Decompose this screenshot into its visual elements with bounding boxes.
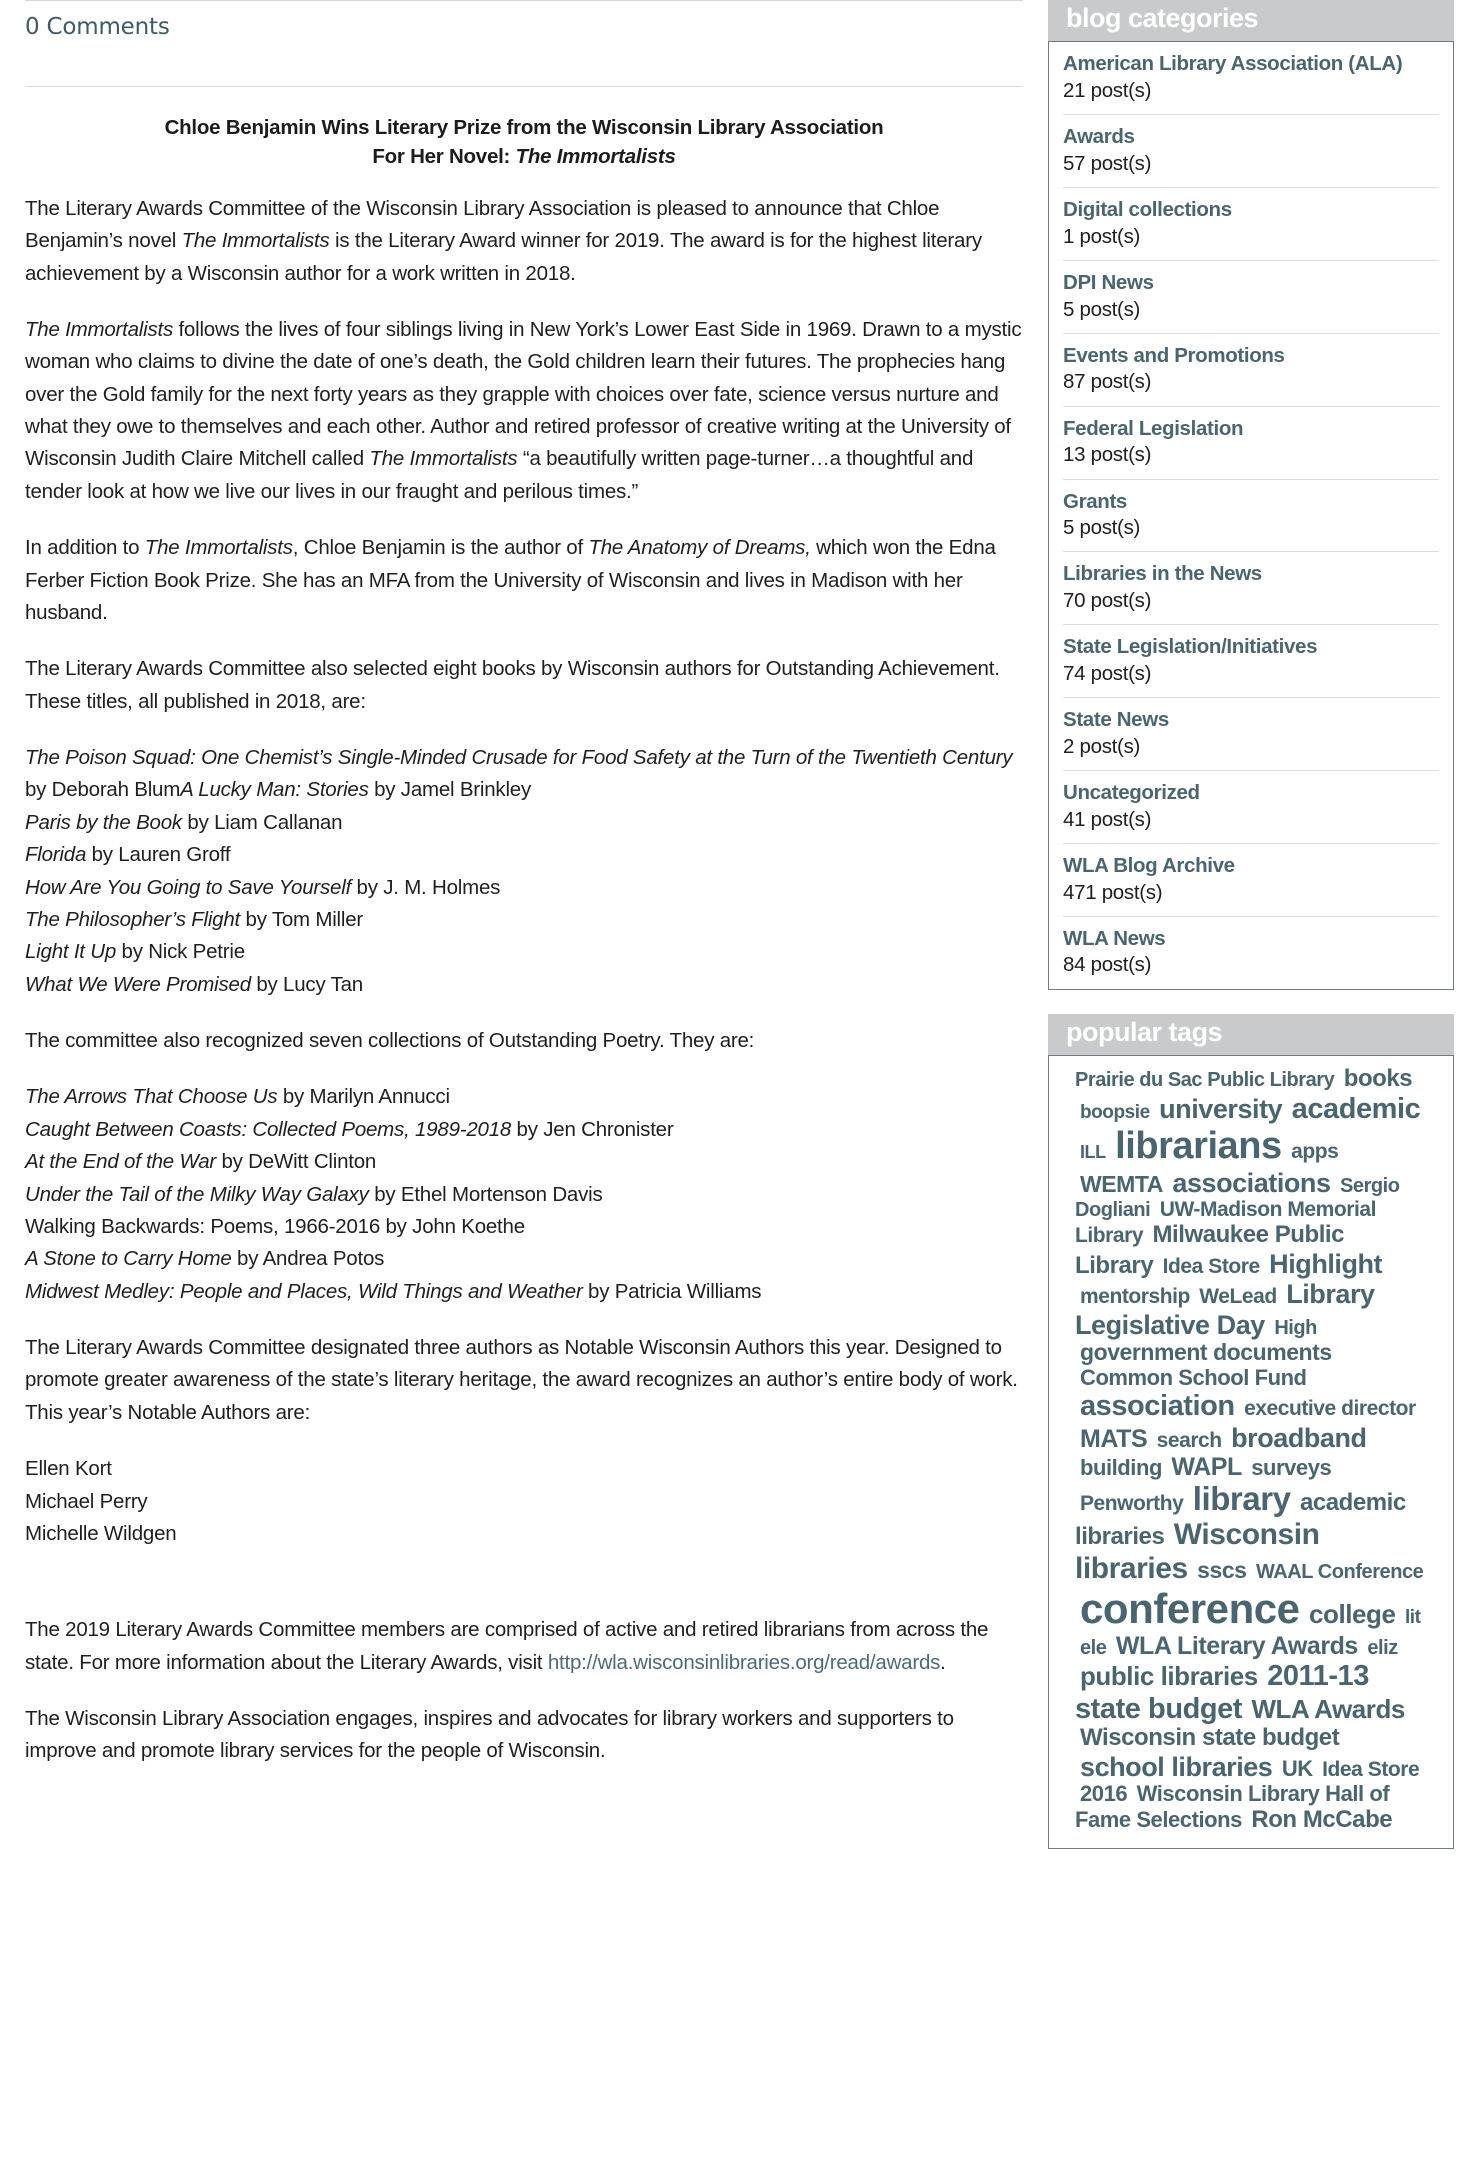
paragraph-7: [25, 1614, 1023, 1679]
tag-link[interactable]: public libraries: [1080, 1661, 1258, 1692]
tag-link[interactable]: Ron McCabe: [1251, 1805, 1393, 1833]
book-author: by J. M. Holmes: [351, 875, 501, 899]
tag-link[interactable]: WAAL Conference: [1255, 1560, 1424, 1583]
category-link[interactable]: Uncategorized: [1063, 781, 1200, 805]
tag-link[interactable]: High: [1274, 1316, 1317, 1339]
p1-italic-1: The Immortalists: [181, 229, 330, 253]
category-item[interactable]: [1063, 188, 1439, 261]
popular-tags-box: [1048, 1055, 1454, 1849]
popular-tags-widget: [1048, 1014, 1454, 1849]
book-title: Light It Up: [25, 940, 117, 964]
category-item[interactable]: [1063, 407, 1439, 480]
post-body: [25, 86, 1023, 1768]
category-link[interactable]: Libraries in the News: [1063, 562, 1262, 586]
list-item: [25, 1179, 1023, 1211]
comments-count: 0 Comments: [25, 14, 170, 40]
tag-cloud: [1063, 1056, 1439, 1848]
tag-link[interactable]: UK: [1281, 1755, 1313, 1781]
tag-link[interactable]: sscs: [1197, 1556, 1247, 1583]
list-item: [25, 1146, 1023, 1178]
paragraph-5: The committee also recognized seven collections of Outstanding Poetry. They are:: [25, 1029, 755, 1053]
p3-italic-1: The Immortalists: [144, 536, 293, 560]
p3-text-a: In addition to: [25, 536, 145, 560]
book-author: by Liam Callanan: [181, 810, 343, 834]
tag-link[interactable]: academic libraries: [1075, 1489, 1406, 1550]
tag-link[interactable]: association: [1080, 1390, 1235, 1423]
list-item: [25, 1114, 1023, 1146]
category-post-count: 84 post(s): [1063, 953, 1152, 977]
category-item[interactable]: [1063, 771, 1439, 844]
outstanding-achievement-list: [25, 742, 1023, 1001]
book-title: How Are You Going to Save Yourself: [25, 875, 352, 899]
paragraph-8: The Wisconsin Library Association engages, inspires and advocates for library workers and supporters to improve and promote library services for the people of Wisconsin.: [25, 1707, 954, 1763]
tag-link[interactable]: Common School Fund: [1080, 1364, 1307, 1390]
book-author: by Andrea Potos: [231, 1247, 385, 1271]
tag-link[interactable]: government documents: [1080, 1338, 1332, 1365]
book-author: by Lauren Groff: [86, 843, 231, 867]
p1-text-b: is the Literary Award winner for 2019. The award is for the highest literary achievement by a Wisconsin author for a work written in 2018.: [25, 229, 982, 285]
list-item: [25, 1211, 1023, 1243]
blog-categories-heading: blog categories: [1048, 0, 1454, 41]
category-post-count: 2 post(s): [1063, 734, 1141, 758]
tag-link[interactable]: Idea Store: [1162, 1254, 1260, 1278]
category-post-count: 471 post(s): [1063, 880, 1163, 904]
book-title: A Lucky Man: Stories: [180, 778, 369, 802]
category-post-count: 21 post(s): [1063, 78, 1152, 102]
book-author: by Ethel Mortenson Davis: [368, 1182, 603, 1206]
paragraph-4: The Literary Awards Committee also selected eight books by Wisconsin authors for Outstanding Achievement. These titles, all published in 2018, are:: [25, 657, 1000, 713]
category-item[interactable]: [1063, 844, 1439, 917]
tag-link[interactable]: 2011-13 state budget: [1075, 1660, 1369, 1725]
book-title: What We Were Promised: [25, 972, 251, 996]
tag-link[interactable]: eliz: [1367, 1637, 1398, 1660]
category-link[interactable]: WLA News: [1063, 926, 1166, 950]
tag-link[interactable]: Highlight: [1269, 1248, 1383, 1279]
tag-link[interactable]: Milwaukee Public Library: [1075, 1220, 1345, 1279]
book-author: by Nick Petrie: [116, 940, 245, 964]
tag-link[interactable]: WLA Awards: [1251, 1693, 1405, 1724]
tag-link[interactable]: conference: [1080, 1585, 1300, 1633]
tag-link[interactable]: academic: [1291, 1092, 1421, 1125]
tag-link[interactable]: Library Legislative Day: [1075, 1279, 1375, 1340]
category-item[interactable]: [1063, 261, 1439, 334]
category-item[interactable]: [1063, 698, 1439, 771]
awards-page-link[interactable]: http://wla.wisconsinlibraries.org/read/awards: [547, 1650, 941, 1674]
book-author: by Patricia Williams: [582, 1279, 762, 1303]
book-title: The Arrows That Choose Us: [25, 1085, 278, 1109]
book-author: by Lucy Tan: [250, 972, 363, 996]
category-link[interactable]: Events and Promotions: [1063, 343, 1285, 367]
tag-link[interactable]: apps: [1291, 1140, 1339, 1164]
popular-tags-heading: popular tags: [1048, 1014, 1454, 1055]
p3-text-b: , Chloe Benjamin is the author of: [292, 536, 589, 560]
paragraph-2: [25, 314, 1023, 508]
book-author: by Tom Miller: [240, 907, 364, 931]
list-item: [25, 1081, 1023, 1113]
category-item[interactable]: [1063, 115, 1439, 188]
category-item[interactable]: [1063, 480, 1439, 553]
outstanding-poetry-list: [25, 1081, 1023, 1308]
tag-link[interactable]: lit: [1404, 1607, 1421, 1629]
list-item: [25, 904, 1023, 936]
sidebar: [1048, 0, 1472, 1873]
category-link[interactable]: Federal Legislation: [1063, 416, 1244, 440]
spacer: [25, 42, 1023, 86]
p7-text-b: .: [940, 1650, 946, 1674]
tag-link[interactable]: librarians: [1115, 1125, 1282, 1168]
tag-link[interactable]: Sergio Dogliani: [1075, 1174, 1400, 1222]
book-title: Walking Backwards: Poems, 1966-2016 by John Koethe: [25, 1214, 525, 1238]
tag-link[interactable]: ILL: [1080, 1142, 1106, 1163]
category-link[interactable]: DPI News: [1063, 270, 1154, 294]
tag-link[interactable]: broadband: [1231, 1422, 1367, 1453]
p2-text-b: “a beautifully written page-turner…a thoughtful and tender look at how we live our lives in our fraught and perilous times.”: [25, 447, 974, 503]
list-item: [25, 742, 1023, 807]
tag-link[interactable]: books: [1343, 1065, 1413, 1093]
list-item: [25, 1243, 1023, 1275]
category-post-count: 41 post(s): [1063, 807, 1152, 831]
notable-author: Ellen Kort: [25, 1457, 112, 1481]
post-title-line-2-prefix: For Her Novel:: [372, 144, 516, 168]
book-title: The Poison Squad: One Chemist’s Single-Minded Crusade for Food Safety at the Turn of the Twentieth Century: [25, 746, 1013, 770]
notable-author: Michael Perry: [25, 1489, 148, 1513]
category-post-count: 5 post(s): [1063, 516, 1141, 540]
p3-italic-2: The Anatomy of Dreams,: [588, 536, 811, 560]
paragraph-3: [25, 532, 1023, 629]
list-item: [25, 807, 1023, 839]
list-item: [25, 936, 1023, 968]
list-item: [25, 1276, 1023, 1308]
category-item[interactable]: [1063, 334, 1439, 407]
tag-link[interactable]: 2016: [1080, 1781, 1128, 1807]
category-post-count: 5 post(s): [1063, 297, 1141, 321]
category-post-count: 70 post(s): [1063, 589, 1152, 613]
book-author: by Deborah Blum: [25, 778, 181, 802]
paragraph-1: [25, 193, 1023, 290]
category-link[interactable]: Awards: [1063, 125, 1135, 149]
category-item[interactable]: [1063, 917, 1439, 989]
blog-categories-widget: [1048, 0, 1454, 990]
tag-link[interactable]: Penworthy: [1080, 1492, 1184, 1515]
p2-italic-1: The Immortalists: [25, 317, 173, 341]
tag-link[interactable]: WEMTA: [1080, 1170, 1163, 1197]
category-link[interactable]: Grants: [1063, 489, 1127, 513]
category-item[interactable]: [1063, 552, 1439, 625]
tag-link[interactable]: college: [1309, 1599, 1396, 1630]
tag-link[interactable]: UW-Madison Memorial Library: [1075, 1198, 1376, 1247]
book-title: Paris by the Book: [25, 810, 182, 834]
book-title: The Philosopher’s Flight: [25, 907, 241, 931]
tag-link[interactable]: WeLead: [1199, 1285, 1277, 1309]
page-title: [55, 113, 993, 171]
post-title-line-2-italic: The Immortalists: [515, 144, 676, 168]
category-item[interactable]: [1063, 625, 1439, 698]
category-post-count: 87 post(s): [1063, 370, 1152, 394]
tag-link[interactable]: search: [1156, 1428, 1222, 1452]
book-title: A Stone to Carry Home: [25, 1247, 232, 1271]
list-item: [25, 872, 1023, 904]
category-post-count: 13 post(s): [1063, 443, 1152, 467]
p1-text-a: The Literary Awards Committee of the Wisconsin Library Association is pleased to announce that Chloe Benjamin’s novel: [25, 196, 940, 253]
category-post-count: 1 post(s): [1063, 224, 1141, 248]
tag-link[interactable]: school libraries: [1080, 1751, 1273, 1782]
book-title: Under the Tail of the Milky Way Galaxy: [25, 1182, 369, 1206]
book-author: by Marilyn Annucci: [277, 1085, 450, 1109]
tag-link[interactable]: mentorship: [1080, 1285, 1190, 1309]
section-gap: [25, 1574, 1023, 1614]
p2-italic-2: The Immortalists: [369, 447, 518, 471]
book-title: Caught Between Coasts: Collected Poems, 1989-2018: [25, 1117, 512, 1141]
category-post-count: 57 post(s): [1063, 151, 1152, 175]
tag-link[interactable]: Wisconsin state budget: [1080, 1724, 1340, 1752]
category-link[interactable]: Digital collections: [1063, 198, 1232, 222]
list-item: [25, 969, 1023, 1001]
book-title: At the End of the War: [25, 1150, 217, 1174]
p7-text-a: The 2019 Literary Awards Committee members are comprised of active and retired librarians from across the state. For more information about the Literary Awards, visit: [25, 1618, 989, 1674]
notable-authors-list: [25, 1453, 1023, 1550]
comments-bar: [25, 0, 1023, 42]
blog-categories-list: [1048, 41, 1454, 989]
book-author: by Jamel Brinkley: [368, 778, 531, 802]
notable-author: Michelle Wildgen: [25, 1521, 177, 1545]
category-link[interactable]: WLA Blog Archive: [1063, 853, 1235, 877]
tag-link[interactable]: WAPL: [1171, 1453, 1242, 1481]
tag-link[interactable]: library: [1192, 1480, 1291, 1517]
category-item[interactable]: [1063, 42, 1439, 115]
book-author: by Jen Chronister: [511, 1117, 674, 1141]
tag-link[interactable]: MATS: [1080, 1424, 1148, 1453]
category-post-count: 74 post(s): [1063, 661, 1152, 685]
tag-link[interactable]: Wisconsin libraries: [1075, 1517, 1320, 1585]
tag-link[interactable]: Wisconsin Library Hall of Fame Selections: [1075, 1781, 1390, 1832]
paragraph-6: The Literary Awards Committee designated three authors as Notable Wisconsin Authors this year. Designed to promote greater awareness of the state’s literary heritage, the award recognizes an author’s entire body of work. This year’s Notable Authors are:: [25, 1336, 1018, 1424]
tag-link[interactable]: university: [1159, 1093, 1283, 1124]
tag-link[interactable]: ele: [1080, 1637, 1107, 1660]
list-item: [25, 839, 1023, 871]
tag-link[interactable]: boopsie: [1080, 1101, 1150, 1123]
tag-link[interactable]: Prairie du Sac Public Library: [1075, 1069, 1335, 1092]
tag-link[interactable]: WLA Literary Awards: [1115, 1632, 1358, 1661]
book-title: Florida: [25, 843, 87, 867]
tag-link[interactable]: surveys: [1251, 1455, 1332, 1480]
book-author: by DeWitt Clinton: [216, 1150, 377, 1174]
book-title: Midwest Medley: People and Places, Wild Things and Weather: [25, 1279, 583, 1303]
tag-link[interactable]: associations: [1172, 1167, 1331, 1198]
tag-link[interactable]: executive director: [1244, 1397, 1416, 1421]
category-link[interactable]: American Library Association (ALA): [1063, 52, 1403, 76]
p3-text-c: which won the Edna Ferber Fiction Book Prize. She has an MFA from the University of Wisconsin and lives in Madison with her husband.: [25, 536, 996, 624]
tag-link[interactable]: Idea Store: [1322, 1757, 1420, 1781]
tag-link[interactable]: building: [1080, 1455, 1162, 1480]
post-title-line-1: Chloe Benjamin Wins Literary Prize from the Wisconsin Library Association: [164, 115, 884, 139]
p2-text-a: follows the lives of four siblings living in New York’s Lower East Side in 1969. Drawn to a mystic woman who claims to divine the date of one’s death, the Gold children learn their futures. The prophecies hang over the Gold family for the next forty years as they grapple with choices over fate, science versus nurture and what they owe to themselves and each other. Author and retired professor of creative writing at the University of Wisconsin Judith Claire Mitchell called: [25, 317, 1022, 471]
category-link[interactable]: State News: [1063, 708, 1169, 732]
category-link[interactable]: State Legislation/Initiatives: [1063, 635, 1318, 659]
